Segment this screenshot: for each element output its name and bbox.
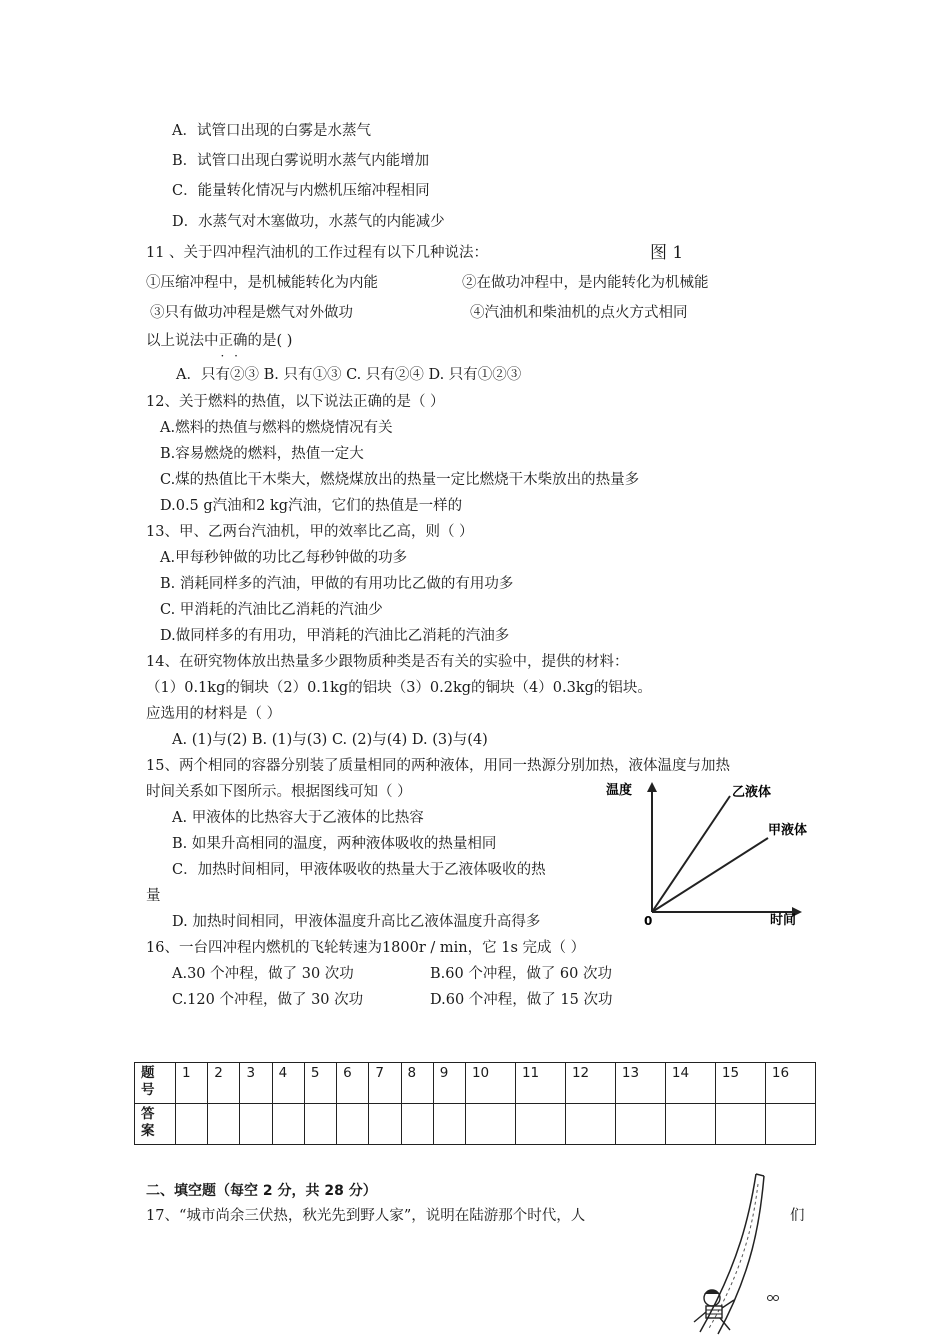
graph-label-jia: 甲液体: [768, 823, 808, 838]
q16-option-c: C.120 个冲程，做了 30 次功: [172, 992, 364, 1008]
question-number-cell: 10: [465, 1063, 515, 1104]
q11-stem: 11 、关于四冲程汽油机的工作过程有以下几种说法：: [146, 245, 489, 261]
question-number-cell: 14: [665, 1063, 715, 1104]
q17-text-tail: 们: [790, 1208, 805, 1224]
q13-stem: 13、甲、乙两台汽油机，甲的效率比乙高，则（ ）: [146, 524, 474, 540]
q12-stem: 12、关于燃料的热值，以下说法正确的是（ ）: [146, 394, 445, 410]
q14-ask: 应选用的材料是（ ）: [146, 706, 282, 722]
q11-statement-1: ①压缩冲程中，是机械能转化为内能: [146, 275, 378, 291]
question-number-cell: 5: [304, 1063, 336, 1104]
answer-cell[interactable]: [304, 1104, 336, 1145]
q15-option-c-line2: 量: [146, 888, 161, 904]
q15-option-c-line1: C．加热时间相同，甲液体吸收的热量大于乙液体吸收的热: [172, 862, 546, 878]
question-number-cell: 12: [565, 1063, 615, 1104]
question-number-cell: 8: [401, 1063, 433, 1104]
answer-table-header-row: [135, 1063, 816, 1104]
q11-options: A．只有②③ B. 只有①③ C. 只有②④ D. 只有①②③: [176, 367, 522, 383]
answer-cell[interactable]: [208, 1104, 240, 1145]
y-axis-arrow: [647, 782, 657, 792]
q15-stem-line2: 时间关系如下图所示。根据图线可知（ ）: [146, 784, 412, 800]
answer-cell[interactable]: [615, 1104, 665, 1145]
header-cell-answer: 答 案: [135, 1104, 176, 1145]
answer-table: [134, 1062, 816, 1145]
q10-option-b: B．试管口出现白雾说明水蒸气内能增加: [172, 153, 430, 169]
q13-option-d: D.做同样多的有用功，甲消耗的汽油比乙消耗的汽油多: [160, 628, 510, 644]
section-2-title: 二、填空题（每空 2 分，共 28 分）: [146, 1183, 377, 1199]
child-on-slide-illustration: [690, 1172, 780, 1337]
answer-cell[interactable]: [665, 1104, 715, 1145]
figure-label: 图 1: [650, 243, 684, 263]
answer-cell[interactable]: [240, 1104, 272, 1145]
graph-label-yi: 乙液体: [732, 785, 772, 800]
q11-statement-3: ③只有做功冲程是燃气对外做功: [150, 305, 353, 321]
q13-option-c: C. 甲消耗的汽油比乙消耗的汽油少: [160, 602, 383, 618]
question-number-cell: 11: [515, 1063, 565, 1104]
question-number-cell: 1: [176, 1063, 208, 1104]
line-jia-liquid: [652, 838, 768, 912]
q16-option-a: A.30 个冲程，做了 30 次功: [172, 966, 354, 982]
line-yi-liquid: [652, 796, 730, 912]
answer-cell[interactable]: [565, 1104, 615, 1145]
graph-origin: 0: [644, 914, 653, 926]
q13-option-a: A.甲每秒钟做的功比乙每秒钟做的功多: [160, 550, 408, 566]
answer-cell[interactable]: [401, 1104, 433, 1145]
answer-cell[interactable]: [176, 1104, 208, 1145]
q16-stem: 16、一台四冲程内燃机的飞轮转速为1800r / min，它 1s 完成（ ）: [146, 940, 586, 956]
q11-statement-4: ④汽油机和柴油机的点火方式相同: [470, 305, 688, 321]
q10-option-d: D．水蒸气对木塞做功，水蒸气的内能减少: [172, 214, 445, 230]
answer-cell[interactable]: [515, 1104, 565, 1145]
q10-option-a: A．试管口出现的白雾是水蒸气: [172, 123, 371, 139]
question-number-cell: 9: [433, 1063, 465, 1104]
q11-ask-pre: 以上说法中: [146, 333, 219, 349]
answer-cell[interactable]: [369, 1104, 401, 1145]
q15-option-a: A. 甲液体的比热容大于乙液体的比热容: [172, 810, 424, 826]
q12-option-d: D.0.5 g汽油和2 kg汽油，它们的热值是一样的: [160, 498, 463, 514]
q16-option-b: B.60 个冲程，做了 60 次功: [430, 966, 612, 982]
q15-option-b: B. 如果升高相同的温度，两种液体吸收的热量相同: [172, 836, 497, 852]
answer-cell[interactable]: [272, 1104, 304, 1145]
answer-cell[interactable]: [465, 1104, 515, 1145]
answer-table-answer-row: [135, 1104, 816, 1145]
question-number-cell: 16: [765, 1063, 815, 1104]
answer-cell[interactable]: [715, 1104, 765, 1145]
answer-cell[interactable]: [433, 1104, 465, 1145]
question-number-cell: 7: [369, 1063, 401, 1104]
q12-option-a: A.燃料的热值与燃料的燃烧情况有关: [160, 420, 393, 436]
q14-stem: 14、在研究物体放出热量多少跟物质种类是否有关的实验中，提供的材料：: [146, 654, 629, 670]
q13-option-b: B. 消耗同样多的汽油，甲做的有用功比乙做的有用功多: [160, 576, 514, 592]
answer-cell[interactable]: [765, 1104, 815, 1145]
q11-ask-emphasis: 正确 · ·: [219, 333, 248, 349]
question-number-cell: 15: [715, 1063, 765, 1104]
graph-y-label: 温度: [606, 783, 633, 798]
question-number-cell: 4: [272, 1063, 304, 1104]
q11-statement-2: ②在做功冲程中，是内能转化为机械能: [462, 275, 709, 291]
q16-option-d: D.60 个冲程，做了 15 次功: [430, 992, 613, 1008]
q11-ask-post: 的是( ): [247, 333, 293, 349]
answer-cell[interactable]: [337, 1104, 369, 1145]
q12-option-c: C.煤的热值比干木柴大，燃烧煤放出的热量一定比燃烧干木柴放出的热量多: [160, 472, 640, 488]
q15-stem-line1: 15、两个相同的容器分别装了质量相同的两种液体，用同一热源分别加热，液体温度与加热: [146, 758, 730, 774]
temperature-time-graph: [600, 776, 820, 926]
question-number-cell: 3: [240, 1063, 272, 1104]
header-cell-question-number: 题 号: [135, 1063, 176, 1104]
question-number-cell: 13: [615, 1063, 665, 1104]
q14-options: A. (1)与(2) B. (1)与(3) C. (2)与(4) D. (3)与(4): [172, 732, 488, 748]
question-number-cell: 6: [337, 1063, 369, 1104]
q10-option-c: C．能量转化情况与内燃机压缩冲程相同: [172, 183, 430, 199]
q11-ask: [146, 332, 292, 350]
q14-materials: （1）0.1kg的铜块（2）0.1kg的铝块（3）0.2kg的铜块（4）0.3kg的铝块。: [146, 680, 652, 696]
q15-option-d: D. 加热时间相同，甲液体温度升高比乙液体温度升高得多: [172, 914, 541, 930]
question-number-cell: 2: [208, 1063, 240, 1104]
graph-x-label: 时间: [770, 913, 797, 926]
q17-text: 17、“城市尚余三伏热，秋光先到野人家”，说明在陆游那个时代，人: [146, 1208, 586, 1224]
q12-option-b: B.容易燃烧的燃料，热值一定大: [160, 446, 364, 462]
